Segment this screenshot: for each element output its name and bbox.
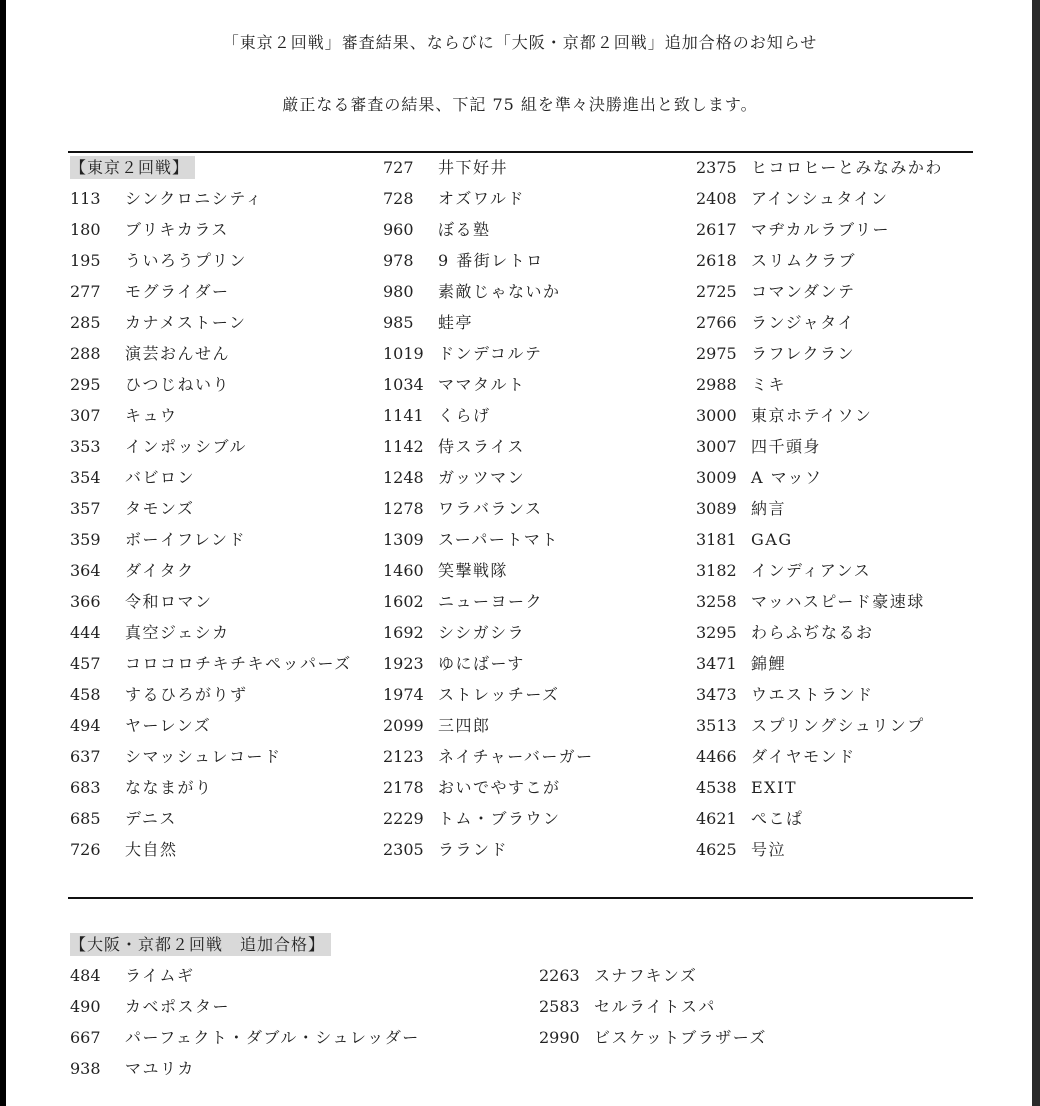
list-item [383, 648, 594, 679]
entry-name: ゆにばーす [438, 654, 525, 673]
entry-number: 667 [70, 1028, 101, 1047]
entry-number: 366 [70, 592, 101, 611]
entry-number: 277 [70, 282, 101, 301]
entry-number: 2975 [696, 344, 737, 363]
list-item [696, 710, 943, 741]
list-item [383, 741, 594, 772]
list-item [696, 617, 943, 648]
entry-number: 4538 [696, 778, 737, 797]
entry-number: 195 [70, 251, 101, 270]
entry-number: 494 [70, 716, 101, 735]
list-item [539, 1022, 767, 1053]
entry-number: 3182 [696, 561, 737, 580]
entry-name: 演芸おんせん [125, 344, 231, 363]
entry-name: トム・ブラウン [438, 809, 561, 828]
entry-name: ぺこぱ [751, 809, 804, 828]
entry-name: ニューヨーク [438, 592, 544, 611]
entry-number: 726 [70, 840, 101, 859]
entry-number: 2766 [696, 313, 737, 332]
entry-name: オズワルド [438, 189, 525, 208]
entry-number: 3000 [696, 406, 737, 425]
tokyo-column-3 [696, 152, 943, 865]
list-item [70, 493, 352, 524]
list-item [383, 834, 594, 865]
entry-name: 納言 [751, 499, 787, 518]
list-item [696, 183, 943, 214]
entry-name: ななまがり [125, 778, 213, 797]
entry-name: ワラバランス [438, 499, 543, 518]
list-item [70, 183, 352, 214]
entry-name: デニス [125, 809, 177, 828]
entry-name: キュウ [125, 406, 178, 425]
list-item [696, 307, 943, 338]
list-item [70, 245, 352, 276]
entry-number: 728 [383, 189, 414, 208]
entry-number: 484 [70, 966, 101, 985]
entry-name: パーフェクト・ダブル・シュレッダー [125, 1028, 420, 1047]
entry-name: カベポスター [125, 997, 231, 1016]
entry-number: 1460 [383, 561, 424, 580]
entry-number: 2408 [696, 189, 737, 208]
entry-name: マヂカルラブリー [751, 220, 891, 239]
list-item [70, 1053, 420, 1084]
entry-number: 2988 [696, 375, 737, 394]
entry-name: タモンズ [125, 499, 195, 518]
entry-number: 2990 [539, 1028, 580, 1047]
entry-number: 4621 [696, 809, 737, 828]
entry-name: GAG [751, 530, 793, 549]
entry-name: ミキ [751, 375, 787, 394]
list-item [70, 1022, 420, 1053]
list-item [70, 555, 352, 586]
entry-number: 1034 [383, 375, 424, 394]
list-item [70, 400, 352, 431]
list-item [70, 679, 352, 710]
list-item [70, 586, 352, 617]
list-item [696, 245, 943, 276]
list-item [70, 834, 352, 865]
tokyo-heading: 【東京２回戦】 [70, 156, 195, 179]
list-item [539, 991, 767, 1022]
entry-number: 2305 [383, 840, 424, 859]
entry-name: 令和ロマン [125, 592, 213, 611]
entry-number: 960 [383, 220, 414, 239]
entry-name: ネイチャーバーガー [438, 747, 594, 766]
entry-number: 2099 [383, 716, 424, 735]
list-item [696, 338, 943, 369]
list-item [383, 586, 594, 617]
entry-name: EXIT [751, 778, 798, 797]
window-edge [1032, 0, 1040, 1106]
list-item [70, 960, 420, 991]
list-item [70, 214, 352, 245]
entry-number: 1141 [383, 406, 424, 425]
entry-name: 蛙亭 [438, 313, 474, 332]
entry-name: スナフキンズ [594, 966, 698, 985]
list-item [383, 431, 594, 462]
entry-name: ガッツマン [438, 468, 526, 487]
entry-number: 3007 [696, 437, 737, 456]
section-divider [68, 897, 973, 899]
list-item [70, 772, 352, 803]
entry-number: 3471 [696, 654, 737, 673]
entry-name: 三四郎 [438, 716, 491, 735]
entry-number: 457 [70, 654, 101, 673]
entry-name: ボーイフレンド [125, 530, 246, 549]
entry-name: おいでやすこが [438, 778, 561, 797]
entry-name: ラランド [438, 840, 509, 859]
entry-name: 錦鯉 [751, 654, 787, 673]
entry-number: 353 [70, 437, 101, 456]
entry-name: カナメストーン [125, 313, 247, 332]
list-item [696, 741, 943, 772]
entry-number: 2123 [383, 747, 424, 766]
entry-number: 2178 [383, 778, 424, 797]
entry-name: ライムギ [125, 966, 195, 985]
entry-name: アインシュタイン [751, 189, 889, 208]
tokyo-column-2 [383, 152, 594, 865]
list-item [383, 152, 594, 183]
list-item [383, 276, 594, 307]
entry-number: 1019 [383, 344, 424, 363]
entry-name: 大自然 [125, 840, 178, 859]
entry-number: 727 [383, 158, 414, 177]
list-item [383, 369, 594, 400]
list-item [696, 679, 943, 710]
entry-name: バビロン [125, 468, 196, 487]
entry-number: 2618 [696, 251, 737, 270]
entry-number: 2583 [539, 997, 580, 1016]
entry-number: 2617 [696, 220, 737, 239]
entry-name: コロコロチキチキペッパーズ [125, 654, 352, 673]
list-item [383, 803, 594, 834]
list-item [696, 276, 943, 307]
osaka-heading: 【大阪・京都２回戦 追加合格】 [70, 933, 331, 956]
entry-number: 354 [70, 468, 101, 487]
list-item [696, 648, 943, 679]
entry-number: 3513 [696, 716, 737, 735]
entry-number: 307 [70, 406, 101, 425]
list-item [70, 710, 352, 741]
entry-number: 1248 [383, 468, 424, 487]
entry-number: 359 [70, 530, 101, 549]
entry-number: 2375 [696, 158, 737, 177]
list-item [383, 617, 594, 648]
entry-name: ドンデコルテ [438, 344, 543, 363]
entry-number: 3009 [696, 468, 737, 487]
entry-name: モグライダー [125, 282, 230, 301]
list-item [383, 555, 594, 586]
list-item [696, 214, 943, 245]
list-item [383, 462, 594, 493]
list-item [383, 710, 594, 741]
entry-number: 1278 [383, 499, 424, 518]
entry-name: マユリカ [125, 1059, 195, 1078]
entry-name: するひろがりず [125, 685, 248, 704]
list-item [70, 307, 352, 338]
entry-name: 侍スライス [438, 437, 525, 456]
entry-name: 9 番街レトロ [438, 251, 544, 270]
entry-number: 1692 [383, 623, 424, 642]
list-item [696, 152, 943, 183]
entry-number: 3181 [696, 530, 737, 549]
entry-number: 2263 [539, 966, 580, 985]
list-item [696, 524, 943, 555]
entry-number: 980 [383, 282, 414, 301]
entry-number: 357 [70, 499, 101, 518]
entry-number: 3258 [696, 592, 737, 611]
entry-name: わらふぢなるお [751, 623, 874, 642]
list-item [696, 400, 943, 431]
entry-name: コマンダンテ [751, 282, 856, 301]
list-item [383, 772, 594, 803]
osaka-column-2 [539, 929, 767, 1053]
list-item [696, 431, 943, 462]
list-item [383, 400, 594, 431]
list-item [696, 493, 943, 524]
list-item [70, 369, 352, 400]
entry-number: 4625 [696, 840, 737, 859]
list-item [696, 803, 943, 834]
entry-number: 1923 [383, 654, 424, 673]
entry-name: 素敵じゃないか [438, 282, 561, 301]
list-item [696, 772, 943, 803]
entry-name: ランジャタイ [751, 313, 855, 332]
entry-name: シマッシュレコード [125, 747, 282, 766]
entry-name: ストレッチーズ [438, 685, 560, 704]
osaka-column-1 [70, 929, 420, 1084]
entry-number: 364 [70, 561, 101, 580]
entry-name: インディアンス [751, 561, 872, 580]
entry-number: 288 [70, 344, 101, 363]
entry-name: ヤーレンズ [125, 716, 212, 735]
tokyo-column-1 [70, 152, 352, 865]
entry-name: マッハスピード豪速球 [751, 592, 925, 611]
entry-number: 637 [70, 747, 101, 766]
page-title: 「東京２回戦」審査結果、ならびに「大阪・京都２回戦」追加合格のお知らせ [222, 33, 818, 52]
list-item [696, 369, 943, 400]
list-item [70, 991, 420, 1022]
list-item [383, 307, 594, 338]
list-item [70, 431, 352, 462]
entry-number: 683 [70, 778, 101, 797]
list-item [696, 834, 943, 865]
entry-name: 号泣 [751, 840, 787, 859]
entry-number: 113 [70, 189, 101, 208]
entry-number: 295 [70, 375, 101, 394]
list-item [383, 183, 594, 214]
entry-name: ういろうプリン [125, 251, 247, 270]
list-item [70, 524, 352, 555]
list-item [70, 617, 352, 648]
list-item [383, 679, 594, 710]
list-item [383, 493, 594, 524]
entry-name: ひつじねいり [125, 375, 231, 394]
entry-name: ダイヤモンド [751, 747, 856, 766]
list-item [70, 648, 352, 679]
entry-name: シンクロニシティ [125, 189, 264, 208]
entry-name: ぼる塾 [438, 220, 491, 239]
entry-name: スリムクラブ [751, 251, 857, 270]
entry-name: くらげ [438, 406, 491, 425]
entry-name: ラフレクラン [751, 344, 856, 363]
entry-number: 2229 [383, 809, 424, 828]
list-item [696, 586, 943, 617]
entry-number: 2725 [696, 282, 737, 301]
entry-number: 180 [70, 220, 101, 239]
entry-number: 1602 [383, 592, 424, 611]
entry-number: 938 [70, 1059, 101, 1078]
entry-name: ママタルト [438, 375, 526, 394]
entry-name: ブリキカラス [125, 220, 229, 239]
entry-name: ビスケットブラザーズ [594, 1028, 767, 1047]
list-item [70, 462, 352, 493]
entry-number: 1309 [383, 530, 424, 549]
entry-number: 285 [70, 313, 101, 332]
entry-name: シシガシラ [438, 623, 526, 642]
entry-number: 3473 [696, 685, 737, 704]
entry-name: 真空ジェシカ [125, 623, 230, 642]
entry-name: 東京ホテイソン [751, 406, 873, 425]
list-item [70, 741, 352, 772]
entry-name: 四千頭身 [751, 437, 822, 456]
list-item [70, 276, 352, 307]
list-item [383, 245, 594, 276]
entry-name: インポッシブル [125, 437, 247, 456]
entry-name: 笑撃戦隊 [438, 561, 509, 580]
entry-name: スプリングシュリンプ [751, 716, 925, 735]
list-item [70, 803, 352, 834]
entry-number: 3295 [696, 623, 737, 642]
list-item [383, 338, 594, 369]
list-item [383, 214, 594, 245]
list-item [383, 524, 594, 555]
list-item [539, 960, 767, 991]
list-item [70, 338, 352, 369]
entry-number: 685 [70, 809, 101, 828]
list-item [696, 462, 943, 493]
entry-number: 978 [383, 251, 414, 270]
entry-name: ダイタク [125, 561, 195, 580]
entry-name: 井下好井 [438, 158, 509, 177]
entry-number: 444 [70, 623, 101, 642]
page-subtitle: 厳正なる審査の結果、下記 75 組を準々決勝進出と致します。 [282, 95, 758, 114]
entry-number: 3089 [696, 499, 737, 518]
list-item [696, 555, 943, 586]
entry-number: 1142 [383, 437, 424, 456]
entry-name: ウエストランド [751, 685, 874, 704]
entry-name: ヒコロヒーとみなみかわ [751, 158, 943, 177]
entry-number: 458 [70, 685, 101, 704]
entry-number: 4466 [696, 747, 737, 766]
entry-name: スーパートマト [438, 530, 559, 549]
entry-name: A マッソ [751, 468, 823, 487]
entry-number: 490 [70, 997, 101, 1016]
entry-number: 985 [383, 313, 414, 332]
entry-number: 1974 [383, 685, 424, 704]
entry-name: セルライトスパ [594, 997, 716, 1016]
